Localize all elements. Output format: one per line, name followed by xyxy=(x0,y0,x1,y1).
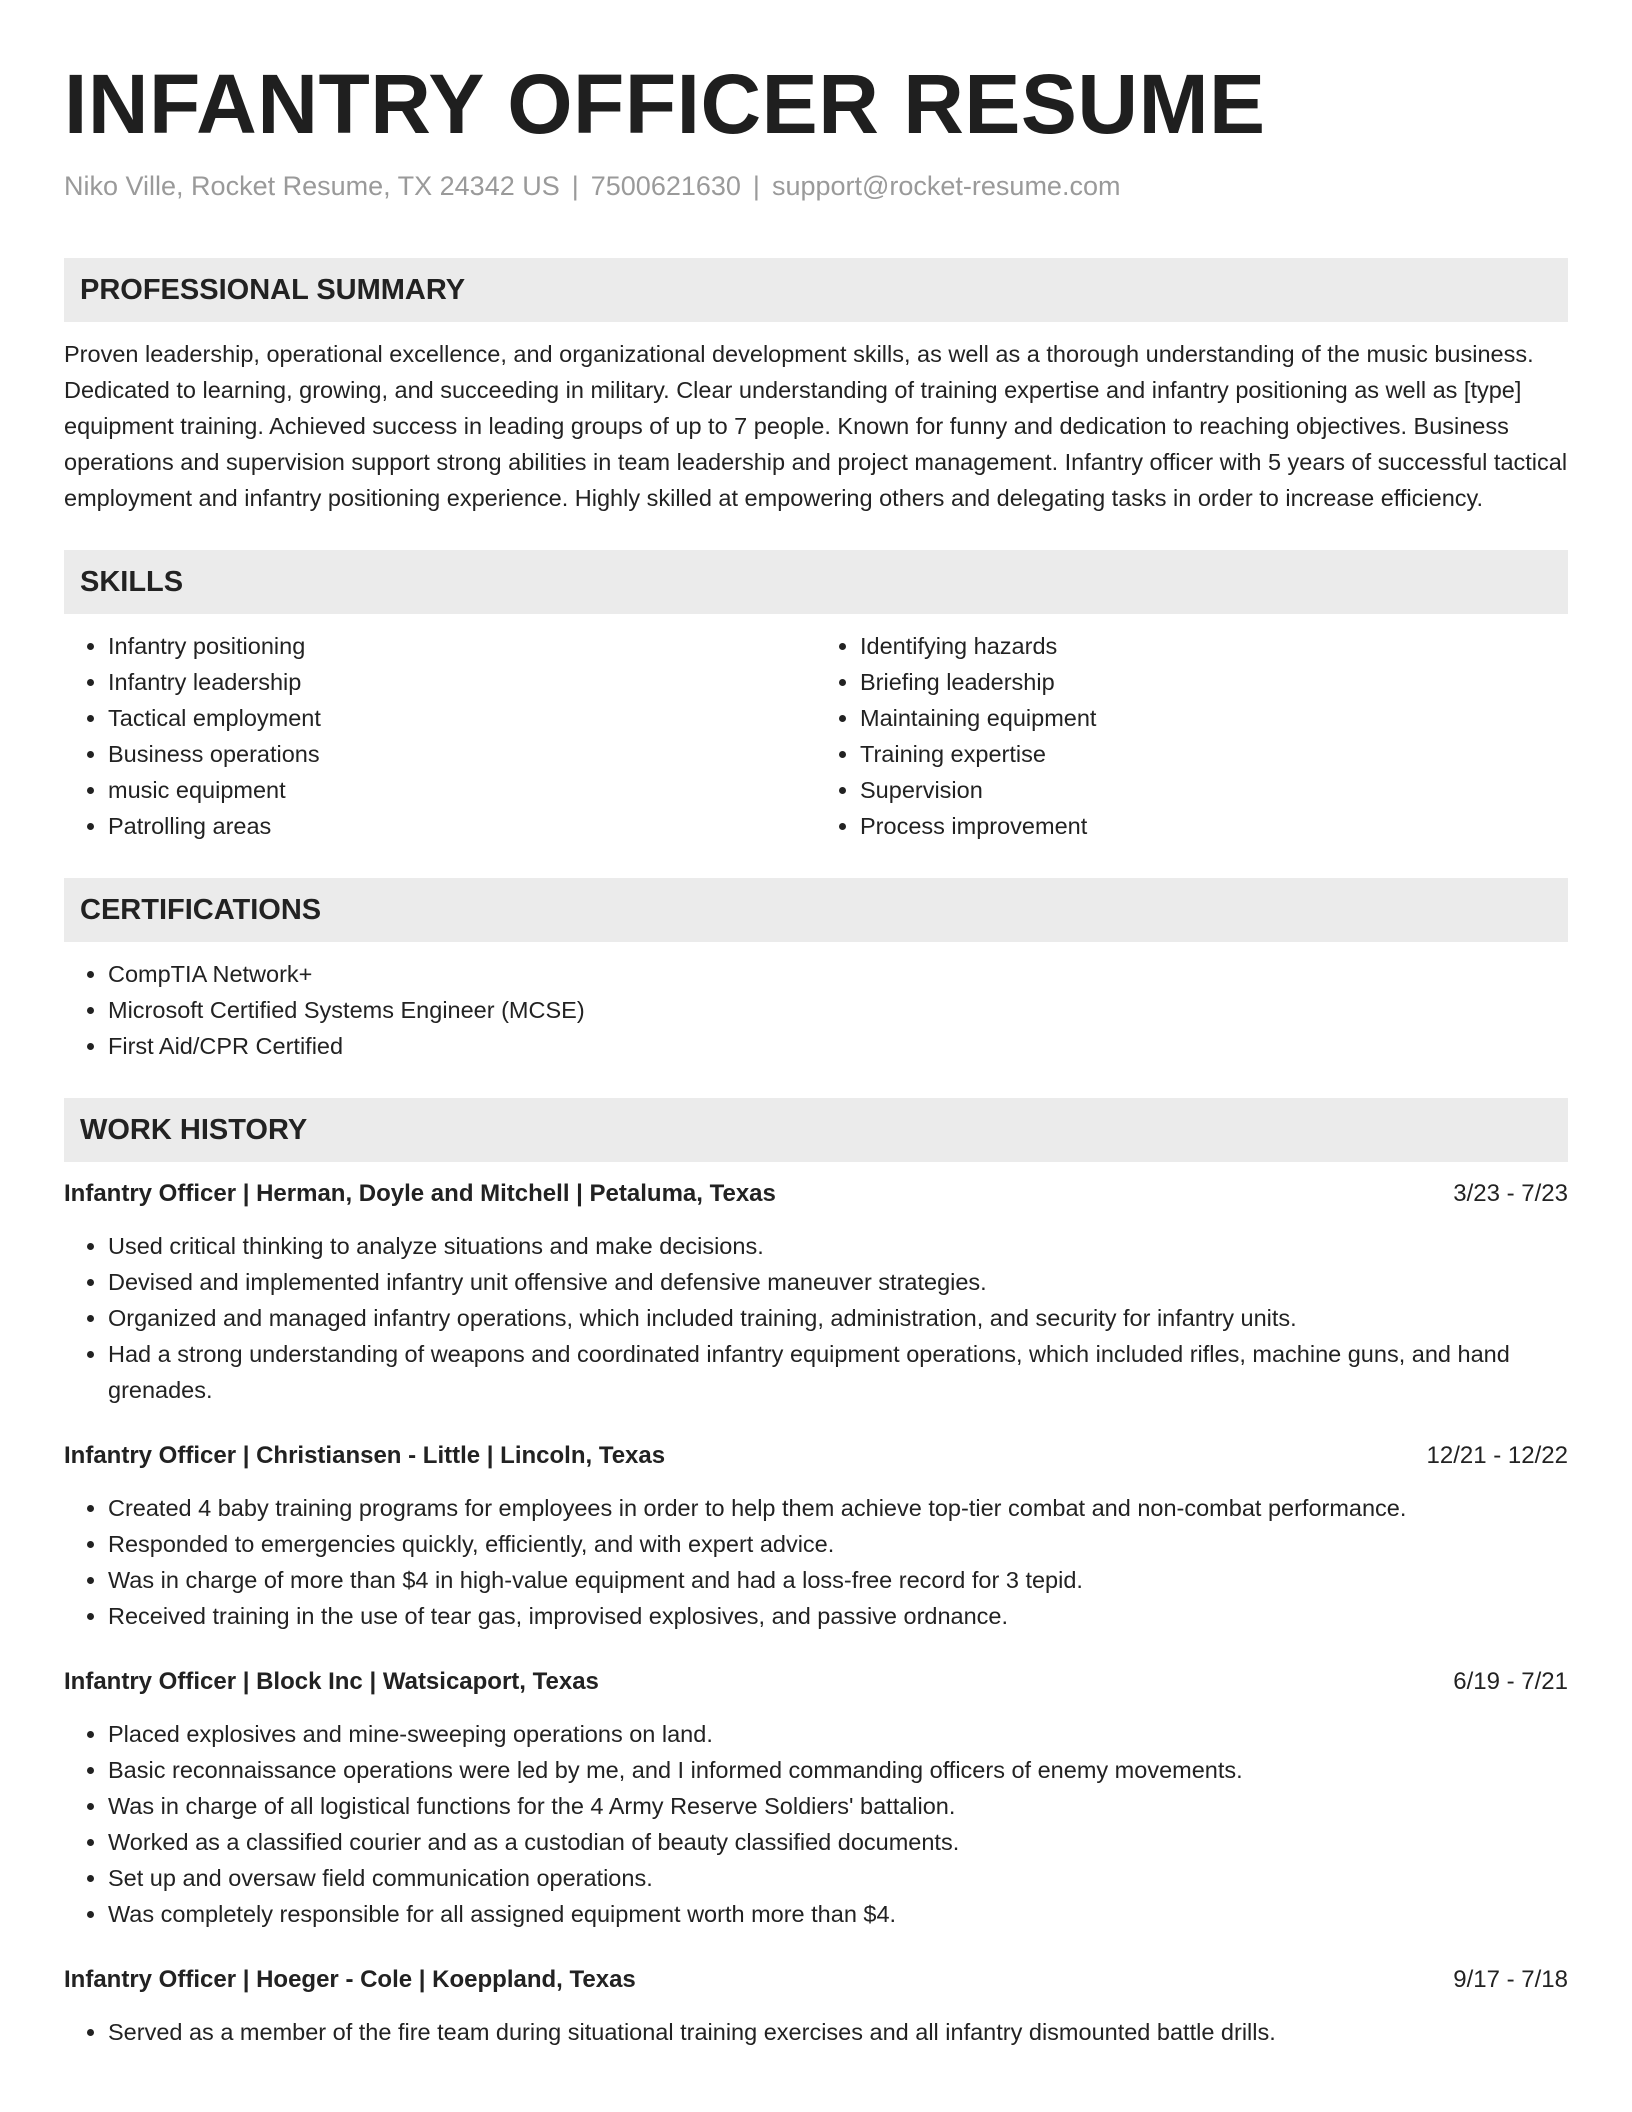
job-bullet: • Was completely responsible for all assigned equipment worth more than $4. xyxy=(108,1896,1568,1932)
summary-text: Proven leadership, operational excellence, and organizational development skills, as well as a thorough understanding of the music business. Dedicated to learning, growing, and succeeding in military. Clear understanding of training expertise and infantry positioning as well as [type] equipment training. Achieved success in leading groups of up to 7 people. Known for funny and dedication to reaching objectives. Business operations and supervision support strong abilities in team leadership and project management. Infantry officer with 5 years of successful tactical employment and infantry positioning experience. Highly skilled at empowering others and delegating tasks in order to increase efficiency. xyxy=(64,341,1568,511)
skills-column-right xyxy=(816,628,1568,844)
skill-item: • Supervision xyxy=(860,772,1568,808)
job-title: Infantry Officer | Christiansen - Little | Lincoln, Texas xyxy=(64,1442,666,1469)
job-bullet: • Set up and oversaw field communication operations. xyxy=(108,1860,1568,1896)
job-dates: 6/19 - 7/21 xyxy=(1453,1668,1568,1695)
job-header xyxy=(64,1962,1568,1998)
contact-email: support@rocket-resume.com xyxy=(771,171,1121,201)
job-dates: 3/23 - 7/23 xyxy=(1453,1180,1568,1207)
skill-item: • Identifying hazards xyxy=(860,628,1568,664)
job-bullet: • Organized and managed infantry operations, which included training, administration, and security for infantry units. xyxy=(108,1300,1568,1336)
work-history-heading: WORK HISTORY xyxy=(64,1098,1568,1162)
job-bullet: • Received training in the use of tear gas, improvised explosives, and passive ordnance. xyxy=(108,1598,1568,1634)
job-dates: 9/17 - 7/18 xyxy=(1453,1966,1568,1993)
skills-list xyxy=(64,628,1568,844)
job-header xyxy=(64,1176,1568,1212)
job-entry xyxy=(64,1438,1568,1634)
skill-item: • music equipment xyxy=(108,772,816,808)
job-bullet: • Worked as a classified courier and as a custodian of beauty classified documents. xyxy=(108,1824,1568,1860)
skill-item: • Infantry positioning xyxy=(108,628,816,664)
job-entry xyxy=(64,1664,1568,1932)
contact-separator: | xyxy=(571,171,579,201)
job-bullet: • Was in charge of more than $4 in high-value equipment and had a loss-free record for 3 tepid. xyxy=(108,1562,1568,1598)
skill-item: • Training expertise xyxy=(860,736,1568,772)
certification-item: • First Aid/CPR Certified xyxy=(108,1028,1568,1064)
skills-heading: SKILLS xyxy=(64,550,1568,614)
skill-item: • Tactical employment xyxy=(108,700,816,736)
skill-item: • Briefing leadership xyxy=(860,664,1568,700)
contact-separator: | xyxy=(752,171,760,201)
job-title: Infantry Officer | Block Inc | Watsicaport, Texas xyxy=(64,1668,599,1695)
skill-item: • Patrolling areas xyxy=(108,808,816,844)
summary-heading: PROFESSIONAL SUMMARY xyxy=(64,258,1568,322)
job-bullet: • Had a strong understanding of weapons and coordinated infantry equipment operations, which included rifles, machine guns, and hand grenades. xyxy=(108,1336,1568,1408)
job-bullet: • Basic reconnaissance operations were led by me, and I informed commanding officers of enemy movements. xyxy=(108,1752,1568,1788)
job-bullet: • Created 4 baby training programs for employees in order to help them achieve top-tier combat and non-combat performance. xyxy=(108,1490,1568,1526)
job-bullet: • Devised and implemented infantry unit offensive and defensive maneuver strategies. xyxy=(108,1264,1568,1300)
certifications-list xyxy=(64,956,1568,1064)
job-title: Infantry Officer | Herman, Doyle and Mitchell | Petaluma, Texas xyxy=(64,1180,776,1207)
job-entry xyxy=(64,1176,1568,1408)
job-header xyxy=(64,1664,1568,1700)
skill-item: • Process improvement xyxy=(860,808,1568,844)
skill-item: • Infantry leadership xyxy=(108,664,816,700)
skill-item: • Business operations xyxy=(108,736,816,772)
contact-phone: 7500621630 xyxy=(590,171,741,201)
job-entry xyxy=(64,1962,1568,2050)
resume-title: INFANTRY OFFICER RESUME xyxy=(64,57,1266,151)
contact-line xyxy=(64,166,1568,206)
certification-item: • CompTIA Network+ xyxy=(108,956,1568,992)
job-bullet: • Responded to emergencies quickly, efficiently, and with expert advice. xyxy=(108,1526,1568,1562)
job-bullet: • Used critical thinking to analyze situations and make decisions. xyxy=(108,1228,1568,1264)
skill-item: • Maintaining equipment xyxy=(860,700,1568,736)
certifications-heading: CERTIFICATIONS xyxy=(64,878,1568,942)
job-bullet: • Served as a member of the fire team during situational training exercises and all infantry dismounted battle drills. xyxy=(108,2014,1568,2050)
job-bullet: • Was in charge of all logistical functions for the 4 Army Reserve Soldiers' battalion. xyxy=(108,1788,1568,1824)
certification-item: • Microsoft Certified Systems Engineer (MCSE) xyxy=(108,992,1568,1028)
job-bullet: • Placed explosives and mine-sweeping operations on land. xyxy=(108,1716,1568,1752)
job-dates: 12/21 - 12/22 xyxy=(1426,1442,1568,1469)
job-header xyxy=(64,1438,1568,1474)
job-title: Infantry Officer | Hoeger - Cole | Koeppland, Texas xyxy=(64,1966,636,1993)
skills-column-left xyxy=(64,628,816,844)
contact-address: Niko Ville, Rocket Resume, TX 24342 US xyxy=(64,171,560,201)
